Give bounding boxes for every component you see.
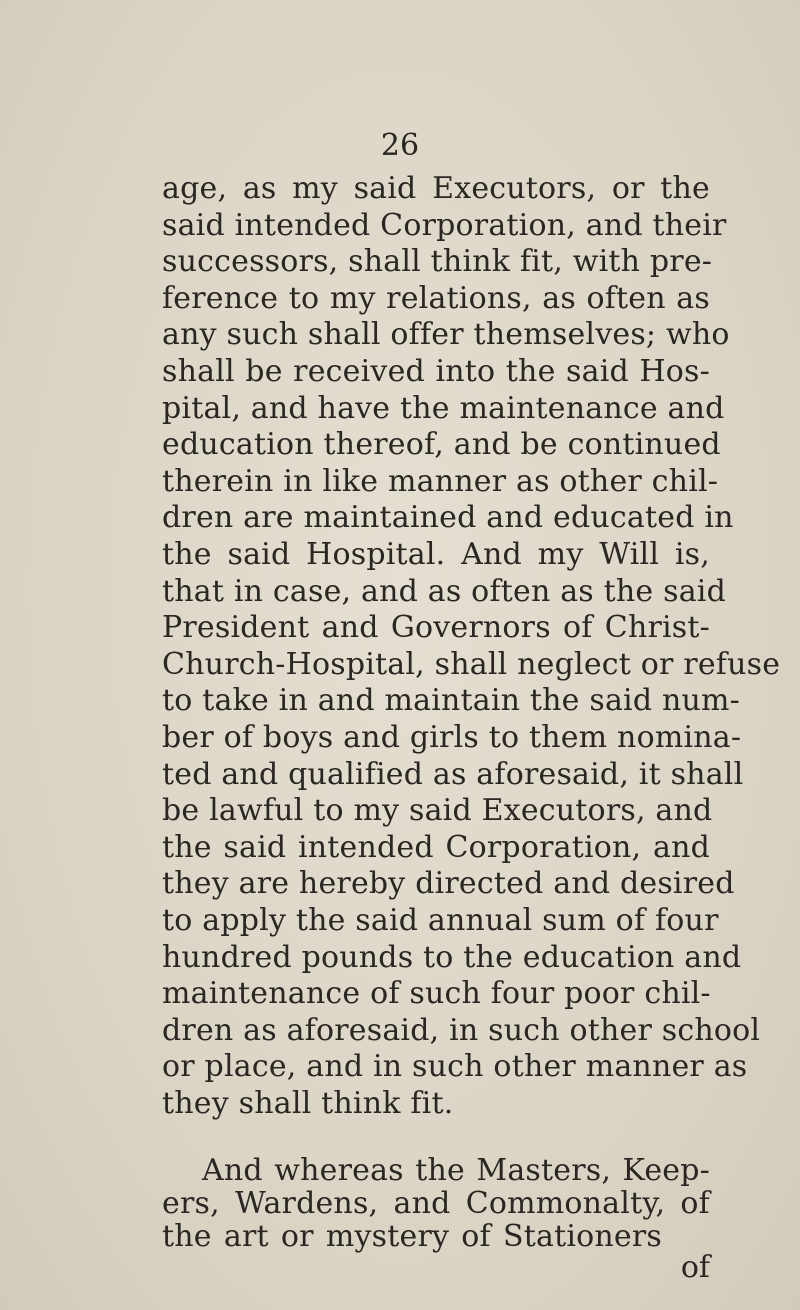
text-line: be lawful to my said Executors, and: [162, 793, 713, 829]
text-line: they shall think fit.: [162, 1086, 454, 1121]
text-line: any such shall offer themselves; who: [162, 317, 730, 353]
text-line: said intended Corporation, and their: [162, 207, 727, 243]
text-line: ber of boys and girls to them nomina-: [162, 720, 742, 755]
text-line: they are hereby directed and desired: [162, 866, 735, 902]
text-line: pital, and have the maintenance and: [162, 390, 725, 426]
text-line: education thereof, and be continued: [162, 427, 721, 463]
text-line: the said Hospital. And my Will is,: [162, 537, 710, 572]
page-number: 26: [380, 128, 420, 163]
text-line: therein in like manner as other chil-: [162, 463, 719, 499]
text-line: dren are maintained and educated in: [162, 500, 734, 536]
text-line: that in case, and as often as the said: [162, 573, 726, 609]
text-line: hundred pounds to the education and: [162, 939, 742, 975]
text-line: the said intended Corporation, and: [162, 829, 710, 865]
catchword: of: [680, 1250, 710, 1285]
text-line: And whereas the Masters, Keep-: [202, 1153, 710, 1188]
text-line: to apply the said annual sum of four: [162, 903, 719, 938]
text-line: or place, and in such other manner as: [162, 1049, 748, 1085]
text-line: ference to my relations, as often as: [162, 280, 710, 316]
text-line: dren as aforesaid, in such other school: [162, 1012, 761, 1048]
text-line: maintenance of such four poor chil-: [162, 976, 711, 1012]
text-line: age, as my said Executors, or the: [162, 171, 710, 206]
text-line: successors, shall think fit, with pre-: [162, 244, 713, 280]
text-line: ers, Wardens, and Commonalty, of: [162, 1186, 710, 1221]
text-line: President and Governors of Christ-: [162, 610, 710, 646]
text-line: Church-Hospital, shall neglect or refuse: [162, 646, 781, 682]
text-line: the art or mystery of Stationers: [162, 1219, 662, 1254]
text-line: shall be received into the said Hos-: [162, 354, 710, 389]
text-line: ted and qualified as aforesaid, it shall: [162, 756, 744, 792]
text-line: to take in and maintain the said num-: [162, 683, 741, 719]
